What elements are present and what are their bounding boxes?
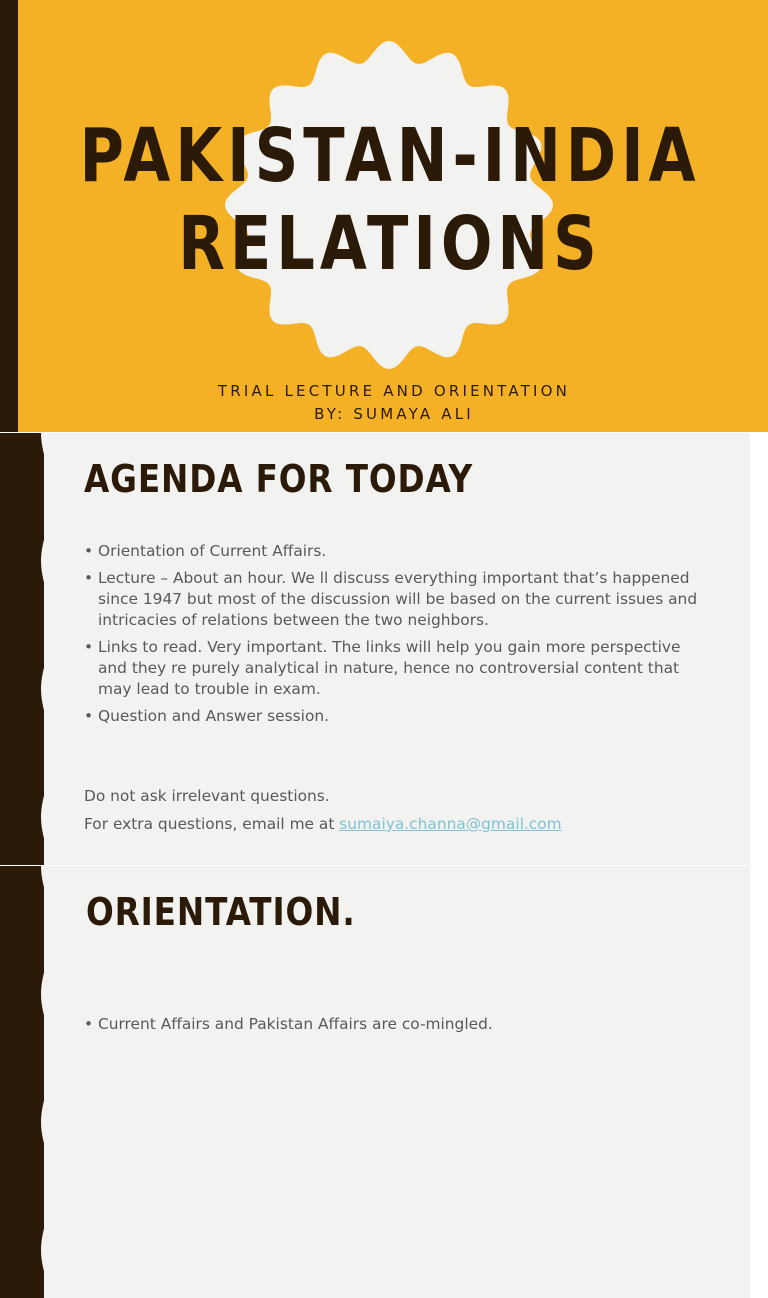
presentation-title	[70, 112, 710, 288]
list-item	[84, 541, 714, 562]
email-link[interactable]: sumaiya.channa@gmail.com	[339, 815, 562, 833]
list-item-text: Lecture – About an hour. We ll discuss everything important that’s happened since 1947 but most of the discussion will be based on the current issues and intricacies of relations between the two neighbors.	[98, 569, 698, 629]
bullet-icon: •	[84, 569, 94, 587]
right-margin-strip	[750, 433, 768, 865]
note-contact-prefix: For extra questions, email me at	[84, 815, 340, 833]
list-item-text: Orientation of Current Affairs.	[98, 542, 327, 560]
list-item	[84, 1014, 714, 1035]
agenda-list	[84, 541, 714, 733]
bullet-icon: •	[84, 638, 94, 656]
list-item	[84, 637, 714, 700]
subtitle-line-2: BY: SUMAYA ALI	[314, 405, 474, 423]
list-item-text: Question and Answer session.	[98, 707, 330, 725]
right-margin-strip	[750, 866, 768, 1298]
orientation-list	[84, 1014, 714, 1041]
title-line-2: RELATIONS	[178, 201, 602, 287]
bullet-icon: •	[84, 707, 94, 725]
presentation-subtitle	[0, 380, 768, 426]
note-irrelevant-questions: Do not ask irrelevant questions.	[84, 787, 330, 805]
wavy-left-border	[0, 866, 60, 1298]
title-line-1: PAKISTAN-INDIA	[79, 113, 701, 199]
bullet-icon: •	[84, 542, 94, 560]
orientation-slide	[0, 866, 768, 1298]
list-item-text: Current Affairs and Pakistan Affairs are co-mingled.	[98, 1015, 493, 1033]
list-item-text: Links to read. Very important. The links will help you gain more perspective and they re purely analytical in nature, hence no controversial content that may lead to trouble in exam.	[98, 638, 681, 698]
agenda-slide	[0, 433, 768, 865]
title-slide	[0, 0, 768, 432]
subtitle-line-1: TRIAL LECTURE AND ORIENTATION	[217, 382, 571, 400]
note-contact	[84, 814, 562, 835]
slide-heading: AGENDA FOR TODAY	[84, 457, 474, 501]
left-accent-bar	[0, 0, 18, 432]
wavy-left-border	[0, 433, 60, 865]
list-item	[84, 706, 714, 727]
bullet-icon: •	[84, 1015, 94, 1033]
slide-heading: ORIENTATION.	[86, 890, 356, 934]
list-item	[84, 568, 714, 631]
